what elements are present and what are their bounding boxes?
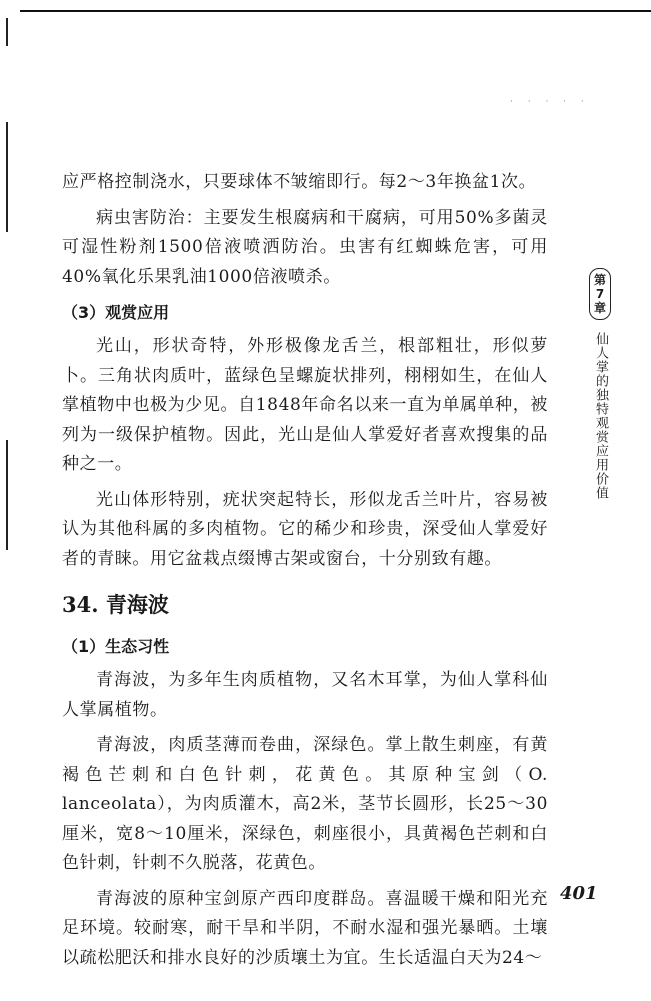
chapter-side-tab [589, 268, 611, 500]
section-title: 34. 青海波 [62, 592, 169, 617]
scan-edge-mark [6, 440, 8, 550]
paragraph: 青海波的原种宝剑原产西印度群岛。喜温暖干燥和阳光充足环境。较耐寒，耐干旱和半阴，不耐水湿和强光暴晒。土壤以疏松肥沃和排水良好的沙质壤土为宜。生长适温白天为24～ [62, 888, 548, 968]
paragraph: 青海波，为多年生肉质植物，又名木耳掌，为仙人掌科仙人掌属植物。 [62, 670, 548, 720]
paragraph: 应严格控制浇水，只要球体不皱缩即行。每2～3年换盆1次。 [62, 172, 537, 192]
chapter-title-vertical: 仙人掌的独特观赏应用价值 [593, 332, 608, 500]
top-rule [20, 10, 651, 12]
paragraph: 光山，形状奇特，外形极像龙舌兰，根部粗壮，形似萝卜。三角状肉质叶，蓝绿色呈螺旋状排列，栩栩如生，在仙人掌植物中也极为少见。自1848年命名以来一直为单属单种，被列为一级保护植物。因此，光山是仙人掌爱好者喜欢搜集的品种之一。 [62, 336, 548, 474]
page-number: 401 [560, 883, 598, 904]
scan-edge-mark [6, 122, 8, 232]
paragraph: 光山体形特别，疣状突起特长，形似龙舌兰叶片，容易被认为其他科属的多肉植物。它的稀少和珍贵，深受仙人掌爱好者的青睐。用它盆栽点缀博古架或窗台，十分别致有趣。 [62, 489, 548, 569]
chapter-badge: 第7章 [589, 268, 611, 320]
page-body [62, 168, 548, 979]
subheading-ecology: （1）生态习性 [62, 637, 170, 656]
scan-edge-mark [6, 18, 8, 46]
paragraph: 青海波，肉质茎薄而卷曲，深绿色。掌上散生刺座，有黄褐色芒刺和白色针刺，花黄色。其原种宝剑（O. lanceolata），为肉质灌木，高2米，茎节长圆形，长25～30厘米，宽8～10厘米，深绿色，刺座很小，具黄褐色芒刺和白色针刺，针刺不久脱落，花黄色。 [62, 735, 548, 873]
scan-noise: · · · · · [510, 97, 590, 107]
paragraph: 病虫害防治：主要发生根腐病和干腐病，可用50%多菌灵可湿性粉剂1500倍液喷洒防治。虫害有红蜘蛛危害，可用40%氧化乐果乳油1000倍液喷杀。 [62, 207, 548, 287]
subheading-ornamental-use: （3）观赏应用 [62, 303, 170, 322]
